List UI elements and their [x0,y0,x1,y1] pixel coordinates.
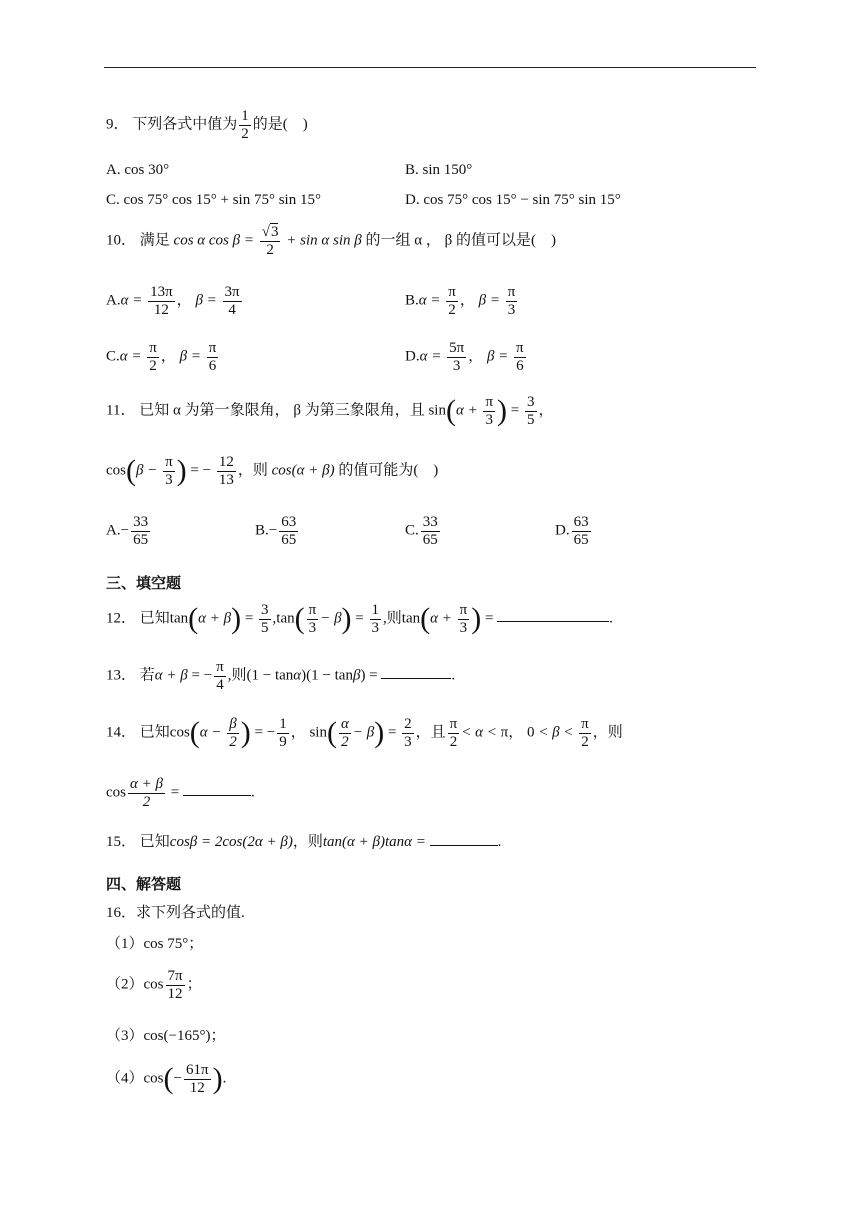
sub-question-1: （1）cos 75°； [106,936,204,952]
option-b: B. sin 150° [405,162,473,178]
option-a: A.α = $\frac{13\pi}{12}$ ， β = $\frac{3\pi}{4}$ [106,284,240,318]
answer-blank[interactable] [430,830,498,846]
option-c: C. cos 75° cos 15° + sin 75° sin 15° [106,192,321,208]
sub-question-3: （3）cos(−165°)； [106,1028,226,1044]
answer-blank[interactable] [381,663,451,679]
option-c: C. $\frac{33}{65}$ [405,514,438,548]
question-text: 已知 α 为第一象限角， β 为第三象限角，且 [139,402,425,419]
question-text: 满足 [139,232,170,249]
option-d: D. $\frac{63}{65}$ [555,514,589,548]
question-12: 12． 已知tan(α + β) = $\frac{3}{5}$ ,tan( $\frac{\pi}{3}$ − β) = $\frac{1}{3}$ ,则tan(α + $\frac{\pi}{3}$ ) = . [106,602,613,636]
fraction: $\frac{√3}{2}$ [261,224,279,258]
option-d: D. cos 75° cos 15° − sin 75° sin 15° [405,192,621,208]
section-heading: 四、解答题 [106,875,182,893]
math-expr: + sin α sin β [286,232,362,249]
sub-question-2: （2）cos $\frac{7\pi}{12}$ ； [106,968,202,1002]
question-text: 的是( ) [252,116,308,133]
header-rule [104,67,756,68]
option-a: A.− $\frac{33}{65}$ [106,514,149,548]
question-number: 11． [106,402,136,419]
question-14: 14． 已知cos(α − $\frac{\beta}{2}$ ) = − $\frac{1}{9}$ ， sin( $\frac{\alpha}{2}$ − β) = $\frac{2}{3}$ ，且 $\frac{\pi}{2}$ < α < π， 0 < β < $\frac{\pi}{2}$ ，则 [106,716,623,750]
question-15: 15． 已知cosβ = 2cos(2α + β)，则tan(α + β)tanα = . [106,830,501,851]
option-c: C.α = $\frac{\pi}{2}$ ， β = $\frac{\pi}{6}$ [106,340,217,374]
question-11: 11． 已知 α 为第一象限角， β 为第三象限角，且 sin(α + $\frac{\pi}{3}$ ) = $\frac{3}{5}$ ， [106,394,554,428]
question-13: 13． 若α + β = − $\frac{\pi}{4}$ ,则(1 − tanα)(1 − tanβ) = . [106,659,456,693]
question-number: 9． [106,116,129,133]
answer-blank[interactable] [497,606,609,622]
question-number: 10． [106,232,137,249]
option-b: B.α = $\frac{\pi}{2}$ ， β = $\frac{\pi}{3}$ [405,284,516,318]
question-14-line2: cos $\frac{\alpha + \beta}{2}$ = . [106,776,255,810]
question-text: 的一组 α ， β 的值可以是( ) [365,232,556,249]
option-d: D.α = $\frac{5\pi}{3}$ ， β = $\frac{\pi}{6}$ [405,340,524,374]
sub-question-4: （4）cos(− $\frac{61\pi}{12}$ ). [106,1062,227,1096]
fraction: $\frac{1}{2}$ [241,108,249,142]
option-a: A. cos 30° [106,162,170,178]
math-expr: cos α cos β = [173,232,254,249]
question-16: 16．求下列各式的值. [106,905,245,921]
question-9 [106,108,308,142]
question-text: 下列各式中值为 [132,116,238,133]
question-11-line2: cos(β − $\frac{\pi}{3}$ ) = − $\frac{12}{13}$ ，则 cos(α + β) 的值可能为( ) [106,454,439,488]
option-b: B.− $\frac{63}{65}$ [255,514,297,548]
answer-blank[interactable] [183,780,251,796]
section-heading: 三、填空题 [106,574,182,592]
question-10 [106,224,556,258]
